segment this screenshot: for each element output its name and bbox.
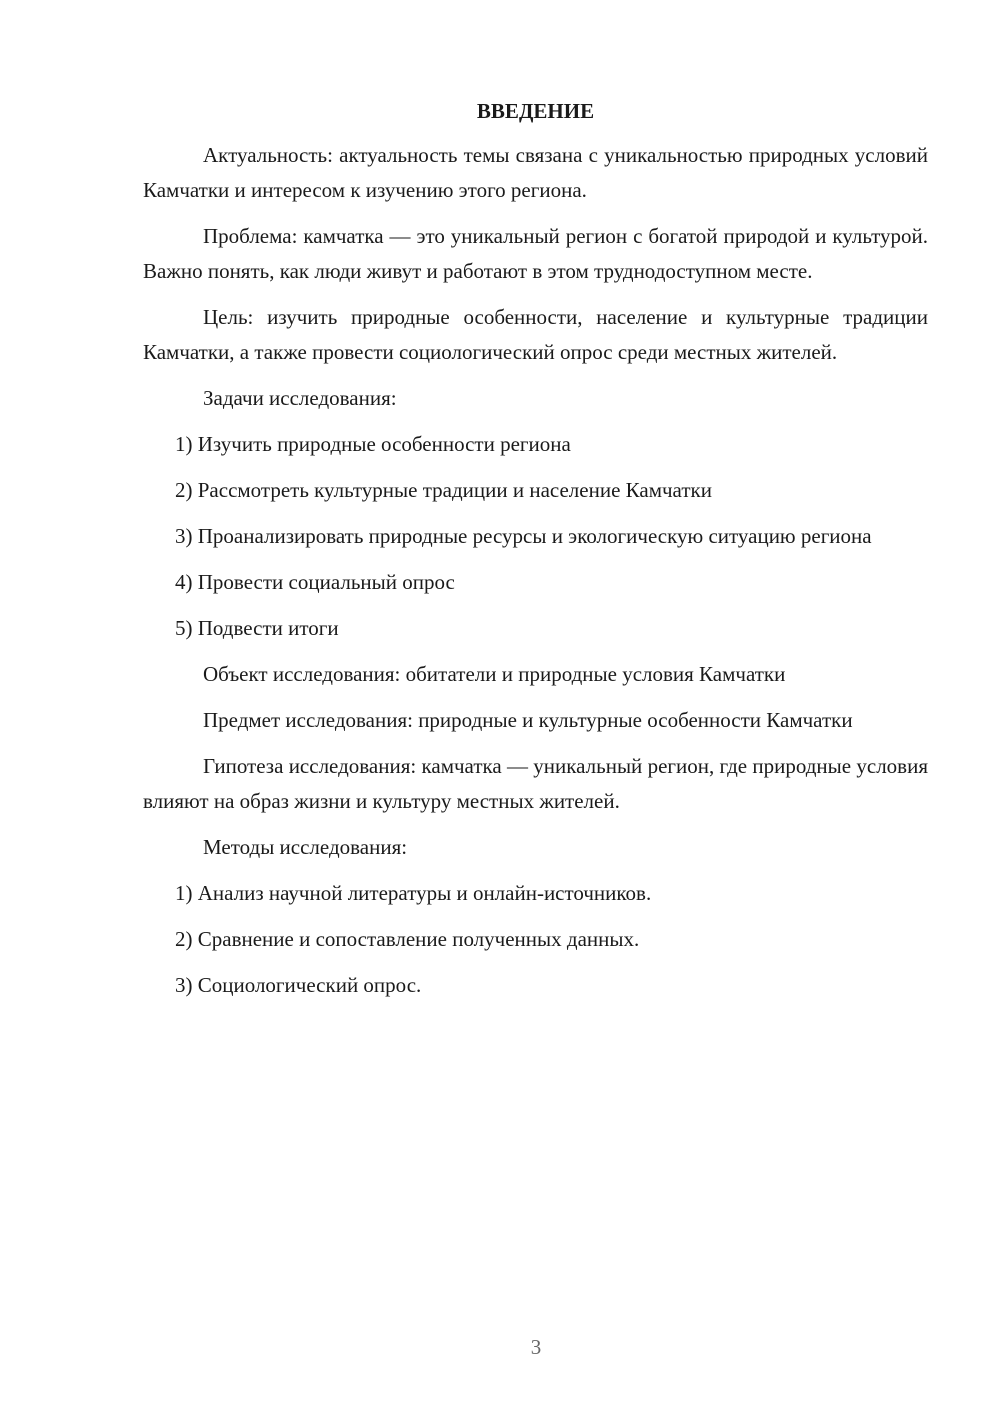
method-item: 2) Сравнение и сопоставление полученных данных.: [175, 927, 640, 951]
relevance-paragraph: Актуальность: актуальность темы связана с уникальностью природных условий Камчатки и интересом к изучению этого региона.: [143, 143, 928, 202]
methods-heading: Методы исследования:: [203, 835, 408, 859]
section-title: ВВЕДЕНИЕ: [476, 99, 595, 123]
object-paragraph: Объект исследования: обитатели и природные условия Камчатки: [203, 662, 786, 686]
problem-paragraph: Проблема: камчатка — это уникальный регион с богатой природой и культурой. Важно понять, как люди живут и работают в этом труднодоступном месте.: [143, 224, 928, 283]
goal-paragraph: Цель: изучить природные особенности, население и культурные традиции Камчатки, а также провести социологический опрос среди местных жителей.: [143, 305, 928, 364]
tasks-heading: Задачи исследования:: [203, 386, 397, 410]
task-item: 2) Рассмотреть культурные традиции и население Камчатки: [175, 478, 712, 502]
subject-paragraph: Предмет исследования: природные и культурные особенности Камчатки: [203, 708, 853, 732]
page-number: 3: [530, 1335, 542, 1359]
method-item: 1) Анализ научной литературы и онлайн-источников.: [175, 881, 652, 905]
task-item: 4) Провести социальный опрос: [175, 570, 455, 594]
hypothesis-paragraph: Гипотеза исследования: камчатка — уникальный регион, где природные условия влияют на образ жизни и культуру местных жителей.: [143, 754, 928, 813]
method-item: 3) Социологический опрос.: [175, 973, 422, 997]
document-page: [143, 96, 928, 1014]
task-item: 1) Изучить природные особенности региона: [175, 432, 571, 456]
task-item: 5) Подвести итоги: [175, 616, 339, 640]
task-item: 3) Проанализировать природные ресурсы и экологическую ситуацию региона: [175, 524, 872, 548]
